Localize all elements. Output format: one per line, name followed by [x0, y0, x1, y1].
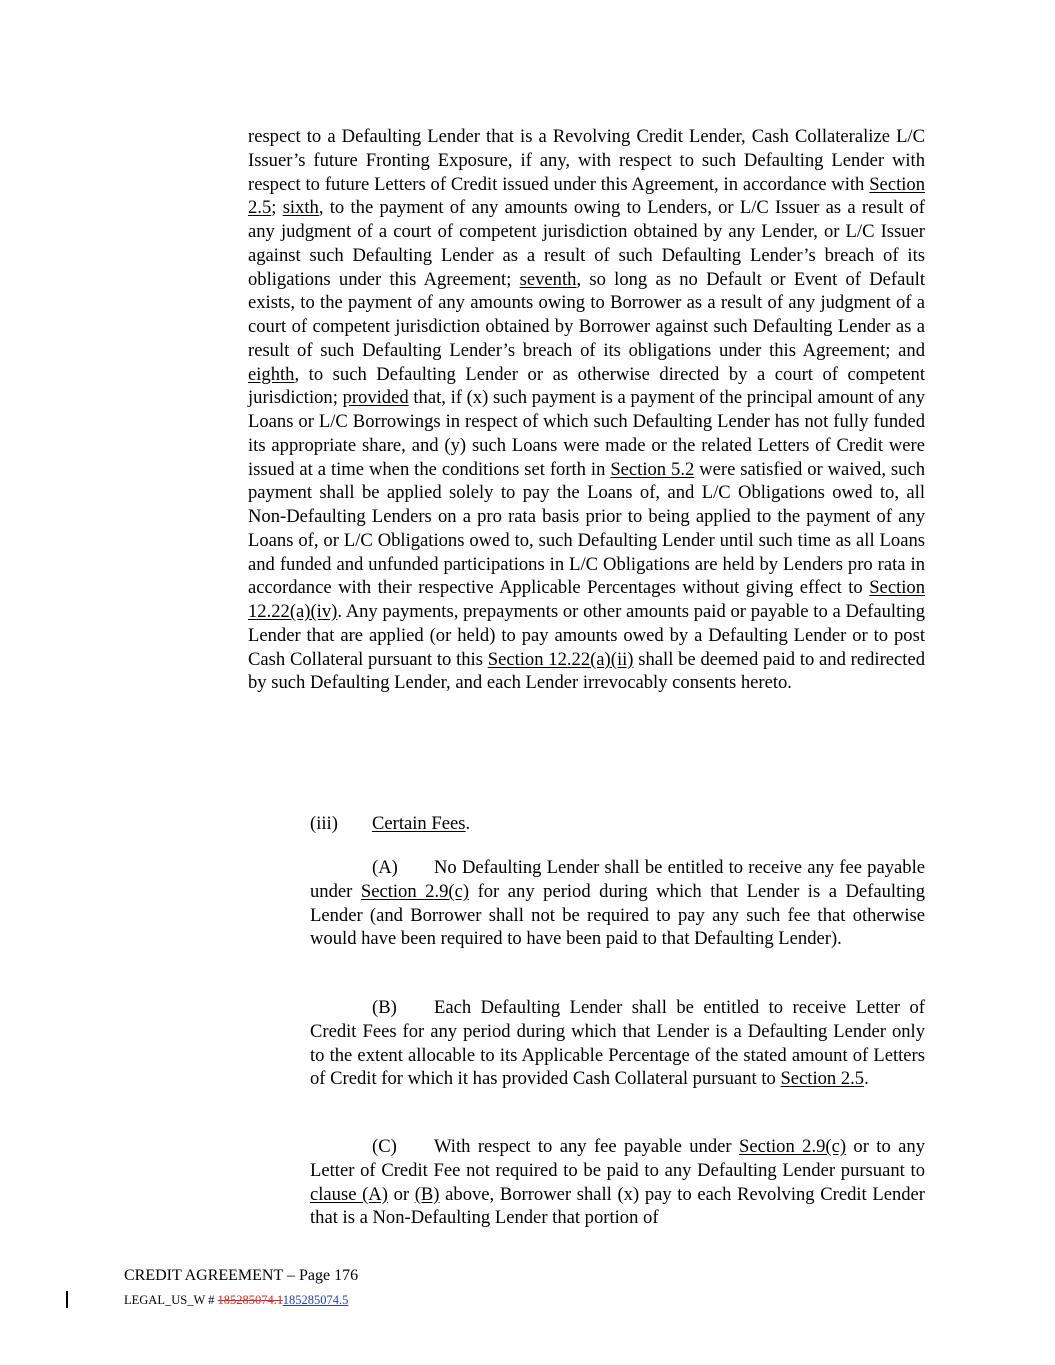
text-run: , so long as no Default or Event of Default exists, to the payment of any amounts owing to Borrower as a result of any judgment of a court of competent jurisdiction obtained by Borrower against such Defaulting Lender as a result of such Defaulting Lender’s breach of its obligations under this Agreement; and	[248, 268, 926, 361]
change-bar	[66, 1291, 68, 1308]
section-reference: Section 5.2	[610, 458, 695, 480]
text-run: , to such Defaulting Lender or as otherwise directed by a court of competent jurisdiction;	[248, 363, 925, 409]
section-reference: Section 2.5	[780, 1068, 865, 1090]
proviso-term: provided	[342, 387, 409, 409]
text-run: or	[387, 1183, 415, 1205]
text-run: ;	[271, 197, 283, 219]
text-run: With respect to any fee payable under	[434, 1136, 739, 1157]
inserted-doc-id: 185285074.5	[282, 1293, 349, 1307]
subsection-title: Certain Fees	[372, 813, 466, 834]
text-run: Each Defaulting Lender shall be entitled to receive Letter of Credit Fees for any period during which that Lender is a Defaulting Lender only to the extent allocable to its Applicable Percentage of the stated amount of Letters of Credit for which it has provided Cash Collateral pursuant to	[310, 997, 925, 1090]
section-reference: Section 2.9(c)	[360, 880, 470, 902]
main-paragraph	[248, 125, 925, 695]
ordinal-term: sixth	[282, 197, 319, 219]
clause-label: (C)	[372, 1136, 397, 1157]
doc-id-prefix: LEGAL_US_W #	[124, 1293, 218, 1307]
ordinal-term: seventh	[519, 268, 577, 290]
ordinal-term: eighth	[248, 363, 295, 385]
subsection-number: (iii)	[310, 813, 338, 834]
clause-reference: (B)	[414, 1183, 440, 1205]
text-run: that, if (x) such payment is a payment of the principal amount of any Loans or L/C Borrowings in respect of which such Defaulting Lender has not fully funded its appropriate share, and (y) such Loans were made or the related Letters of Credit were issued at a time when the conditions set forth in	[248, 387, 925, 480]
text-run: were satisfied or waived, such payment shall be applied solely to pay the Loans of, and L/C Obligations owed to, all Non-Defaulting Lenders on a pro rata basis prior to being applied to the payment of any Loans of, or L/C Obligations owed to, such Defaulting Lender until such time as all Loans and funded and unfunded participations in L/C Obligations are held by Lenders pro rata in accordance with their respective Applicable Percentages without giving effect to	[248, 458, 925, 599]
clause-label: (B)	[372, 997, 397, 1018]
clause-c	[310, 1135, 925, 1230]
clause-a	[310, 856, 925, 951]
section-reference: Section 12.22(a)(iv)	[248, 577, 925, 622]
section-reference: Section 12.22(a)(ii)	[487, 648, 634, 670]
text-run: . Any payments, prepayments or other amounts paid or payable to a Defaulting Lender that are applied (or held) to pay amounts owed by a Defaulting Lender or to post Cash Collateral pursuant to this	[248, 601, 925, 670]
text-run: respect to a Defaulting Lender that is a Revolving Credit Lender, Cash Collateralize L/C Issuer’s future Fronting Exposure, if any, with respect to such Defaulting Lender with respect to future Letters of Credit issued under this Agreement, in accordance with	[248, 126, 925, 195]
deleted-doc-id: 185285074.1	[217, 1293, 283, 1307]
clause-reference: clause (A)	[310, 1183, 388, 1205]
text-run: or to any Letter of Credit Fee not required to be paid to any Defaulting Lender pursuant to	[310, 1136, 925, 1181]
footer-document-id	[124, 1292, 348, 1308]
text-run: above, Borrower shall (x) pay to each Revolving Credit Lender that is a Non-Defaulting Lender that portion of	[310, 1183, 925, 1229]
section-reference: Section 2.5	[248, 173, 925, 219]
text-run: .	[864, 1068, 869, 1090]
clause-b	[310, 996, 925, 1091]
text-run: for any period during which that Lender is a Defaulting Lender (and Borrower shall not be required to pay any such fee that otherwise would have been required to have been paid to that Defaulting Lender).	[310, 880, 925, 950]
subsection-heading	[310, 812, 925, 836]
footer-page-title: CREDIT AGREEMENT – Page 176	[124, 1267, 359, 1284]
text-run: No Defaulting Lender shall be entitled to receive any fee payable under	[310, 857, 925, 902]
section-reference: Section 2.9(c)	[738, 1136, 847, 1157]
text-run: , to the payment of any amounts owing to Lenders, or L/C Issuer as a result of any judgment of a court of competent jurisdiction obtained by any Lender, or L/C Issuer against such Defaulting Lender as a result of such Defaulting Lender’s breach of its obligations under this Agreement;	[248, 197, 925, 290]
text-run: shall be deemed paid to and redirected by such Defaulting Lender, and each Lender irrevocably consents hereto.	[248, 648, 925, 694]
text-run: .	[465, 813, 471, 834]
clause-label: (A)	[372, 857, 398, 878]
